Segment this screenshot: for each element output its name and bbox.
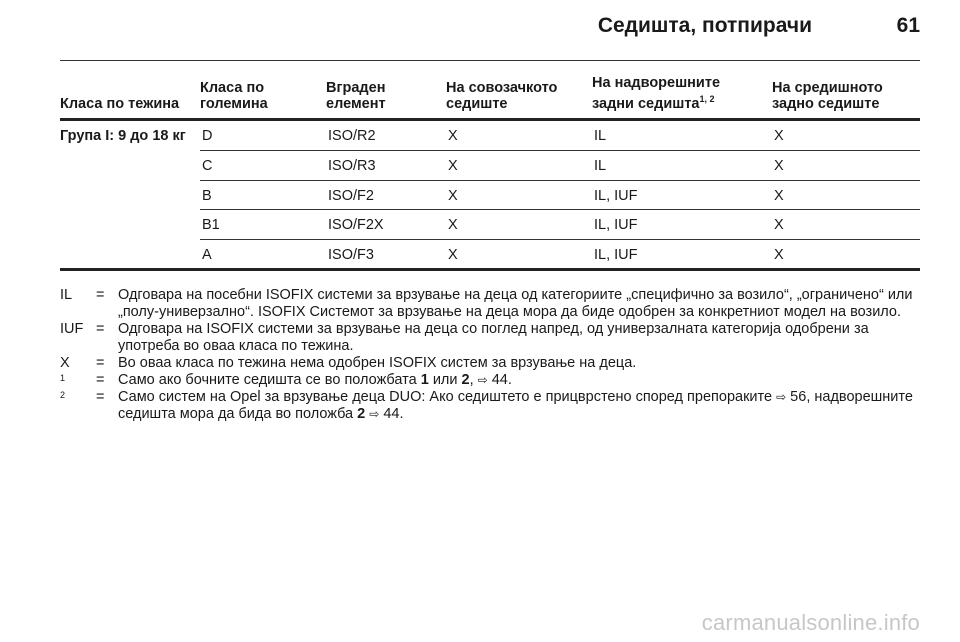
cell-rear-outer: IL [594,128,607,144]
note-iuf [60,321,920,355]
footnote-2-key: 2 [60,390,66,400]
note-footnote-1 [60,372,920,389]
group-label: Група I: 9 до 18 кг [60,128,186,144]
cell-rear-outer: IL, IUF [594,217,638,233]
col-rear-outer [592,75,762,112]
cell-fixture: ISO/F2X [328,217,384,233]
note-text-part: или [428,372,462,388]
note-eq: = [96,389,105,405]
note-text: Одговара на посебни ISOFIX системи за врзување на деца од категориите „специфично за возило“, „ограничено“ или „полу-универзално“. ISOFIX Системот за врзување на деца мора да биде одобрен за конкретниот модел на возило. [118,287,913,320]
col-rear-outer-label: На надворешните задни седишта [592,75,721,112]
col-weight-class: Класа по тежина [60,96,180,112]
note-text-part: 44. [379,406,404,422]
table-row [60,240,920,269]
table-row [60,181,920,210]
cell-front: X [448,247,458,263]
cell-front: X [448,128,458,144]
note-bold: 2 [461,372,470,388]
legend-notes [60,287,920,423]
note-x [60,355,920,372]
cell-rear-middle: X [774,158,784,174]
cell-size: B [202,188,212,204]
cell-rear-outer: IL, IUF [594,188,638,204]
page-ref-arrow-icon: ⇨ [477,373,488,387]
note-key: IUF [60,321,84,337]
cell-size: A [202,247,212,263]
table-row [60,121,920,150]
note-text [118,372,920,389]
note-text-part: Само ако бочните седишта се во положбата [118,372,421,388]
col-front-passenger: На совозачкото седиште [446,80,558,112]
table-header [60,75,920,118]
note-text-part: , [469,372,478,388]
note-il [60,287,920,321]
col-rear-outer-sup: 1, 2 [699,94,715,105]
header-rule [60,60,920,61]
note-eq: = [96,321,105,337]
cell-fixture: ISO/R3 [328,158,376,174]
note-eq: = [96,355,105,371]
footnote-1-key: 1 [60,373,66,383]
page-header-title: Седишта, потпирачи [597,14,812,37]
table-bottom-rule [60,268,920,271]
note-text-part: 44. [487,372,512,388]
table-row [60,210,920,239]
note-text-part: Само систем на Opel за врзување деца DUO: Ако седиштето е прицврстено според препораките [118,389,777,405]
cell-size: B1 [202,217,220,233]
note-footnote-2 [60,389,920,423]
cell-rear-middle: X [774,247,784,263]
cell-front: X [448,158,458,174]
cell-fixture: ISO/F2 [328,188,374,204]
note-text [118,389,920,423]
note-text-part: 56, надворешните седишта мора да бида во положба [118,389,913,422]
note-eq: = [96,287,105,303]
cell-size: D [202,128,213,144]
page-number: 61 [896,14,920,37]
note-bold: 2 [357,406,366,422]
watermark: carmanualsonline.info [701,610,920,635]
table-row [60,151,920,180]
page-ref-arrow-icon: ⇨ [776,390,787,404]
col-rear-middle: На средишното задно седиште [772,80,883,112]
cell-fixture: ISO/F3 [328,247,374,263]
note-text: Одговара на ISOFIX системи за врзување на деца со поглед напред, од универзалната категорија одобрени за употреба во оваа класа по тежина. [118,321,869,354]
cell-fixture: ISO/R2 [328,128,376,144]
note-bold: 1 [420,372,429,388]
cell-size: C [202,158,213,174]
cell-rear-middle: X [774,217,784,233]
cell-front: X [448,188,458,204]
cell-rear-middle: X [774,128,784,144]
note-text: Во оваа класа по тежина нема одобрен ISOFIX систем за врзување на деца. [118,355,637,371]
page-ref-arrow-icon: ⇨ [369,407,380,421]
note-key: IL [60,287,73,303]
note-eq: = [96,372,105,388]
note-key: X [60,355,70,371]
cell-front: X [448,217,458,233]
cell-rear-outer: IL, IUF [594,247,638,263]
cell-rear-outer: IL [594,158,607,174]
col-built-in: Вграден елемент [326,80,386,112]
cell-rear-middle: X [774,188,784,204]
col-size-class: Класа по големина [200,80,268,112]
